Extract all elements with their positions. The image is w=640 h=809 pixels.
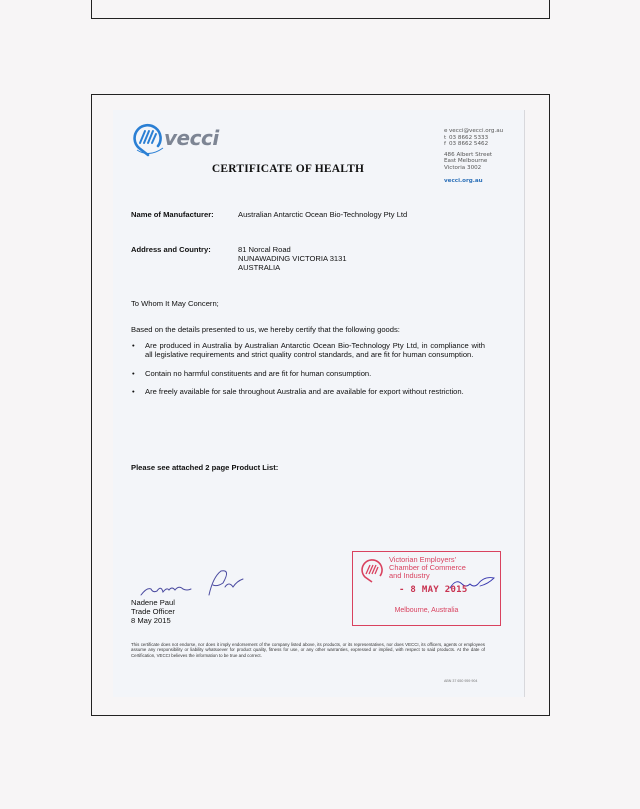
certification-list [131,342,485,407]
signer-role: Trade Officer [131,606,175,616]
vecci-logo-icon [131,122,165,158]
stamp-place: Melbourne, Australia [394,607,459,614]
list-item: • Contain no harmful constituents and are fit for human consumption. [131,370,485,379]
address-label: Address and Country: [131,245,211,254]
stamp-logo-icon [359,558,385,584]
signer-name: Nadene Paul [131,598,175,607]
manufacturer-label: Name of Manufacturer: [131,210,214,219]
certificate-page [113,110,524,697]
product-list-note: Please see attached 2 page Product List: [131,463,279,472]
disclaimer-text: This certificate does not endorse, nor does it imply endorsement of the company listed above, its products, or its representatives, nor does VECCI, its officers, agents or employees assume any responsibility or liability whatsoever for product quality, fitness for use, or any other warranties, expressed or implied, with respect to said products. At the date of Certification, VECCI believes the information to be true and correct. [131,642,485,658]
contact-website: vecci.org.au [444,177,483,184]
contact-address: 486 Albert Street East Melbourne Victoria 3002 [444,151,493,171]
list-item: • Are freely available for sale throughout Australia and are available for export without restriction. [131,388,485,397]
intro-text: Based on the details presented to us, we hereby certify that the following goods: [131,325,400,334]
manufacturer-value: Australian Antarctic Ocean Bio-Technology Pty Ltd [238,210,408,219]
stamp-org-name: Victorian Employers' Chamber of Commerce and Industry [389,555,466,580]
previous-page-frame [91,0,550,19]
signer-block [131,599,175,625]
abn-number: ABN 37 650 959 904 [444,679,478,683]
contact-fax: f 03 8662 5462 [444,141,489,148]
contact-block [444,128,503,184]
contact-email: e vecci@vecci.org.au [444,128,504,134]
list-item: • Are produced in Australia by Australian Antarctic Ocean Bio-Technology Pty Ltd, in compliance with all legislative requirements and strict quality control standards, and are fit for human consumption. [131,342,485,360]
vecci-logo-word: vecci [164,126,219,150]
certificate-title: CERTIFICATE OF HEALTH [211,163,365,175]
vecci-logo [131,122,219,160]
contact-phone: t 03 8662 5333 [444,134,489,141]
signer-date: 8 May 2015 [131,615,171,625]
chamber-stamp [352,551,501,626]
salutation: To Whom It May Concern; [131,299,219,308]
address-value: 81 Norcal Road NUNAWADING VICTORIA 3131 AUSTRALIA [238,245,347,272]
stamp-date: - 8 MAY 2015 [399,585,468,595]
signature-image [139,565,249,601]
